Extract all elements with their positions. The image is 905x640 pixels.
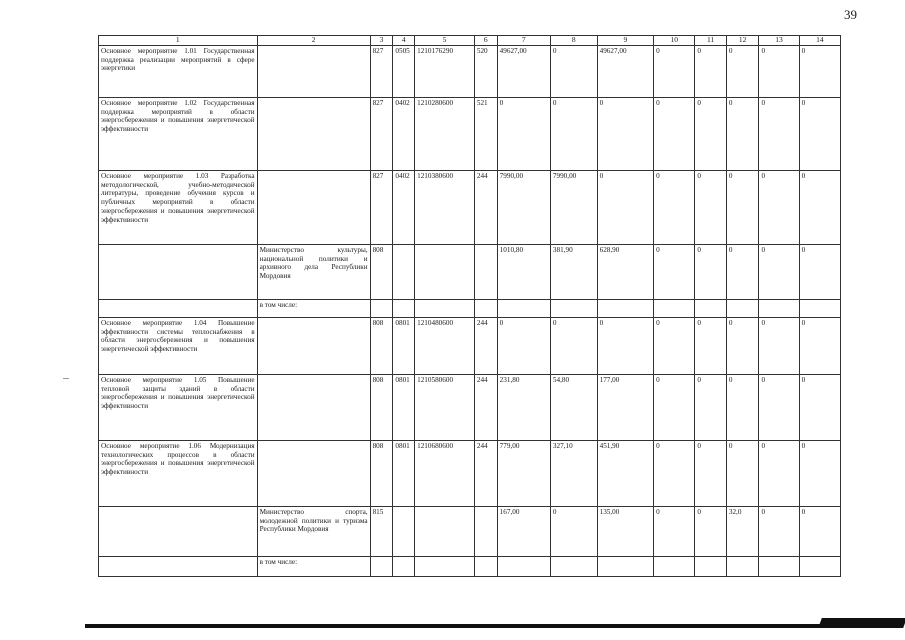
column-header: 13 xyxy=(759,36,799,46)
table-cell: 0 xyxy=(726,97,759,170)
table-cell: 0 xyxy=(799,170,840,244)
table-cell xyxy=(597,556,653,576)
table-cell xyxy=(257,97,370,170)
table-cell: 0 xyxy=(695,97,727,170)
table-cell: в том числе: xyxy=(257,556,370,576)
table-cell: 0 xyxy=(695,317,727,374)
column-header: 8 xyxy=(550,36,597,46)
table-cell xyxy=(99,556,258,576)
scan-edge-bar-tail xyxy=(818,618,905,628)
column-header: 7 xyxy=(497,36,550,46)
table-cell: 135,00 xyxy=(597,506,653,556)
table-cell xyxy=(474,506,497,556)
table-cell xyxy=(257,170,370,244)
table-cell xyxy=(759,556,799,576)
table-cell xyxy=(497,299,550,317)
table-cell: 451,90 xyxy=(597,440,653,506)
table-cell: 808 xyxy=(370,440,393,506)
table-row xyxy=(99,317,841,374)
column-header: 1 xyxy=(99,36,258,46)
table-cell xyxy=(415,556,475,576)
table-cell: 0 xyxy=(550,506,597,556)
table-cell: 1210680600 xyxy=(415,440,475,506)
table-cell xyxy=(257,317,370,374)
table-cell: 0 xyxy=(759,506,799,556)
budget-table xyxy=(98,35,841,577)
table-cell: 0402 xyxy=(393,97,415,170)
table-cell: 815 xyxy=(370,506,393,556)
table-cell: 1210380600 xyxy=(415,170,475,244)
table-cell xyxy=(99,244,258,299)
table-cell xyxy=(695,556,727,576)
table-row xyxy=(99,244,841,299)
table-cell: 0801 xyxy=(393,374,415,440)
table-cell: 49627,00 xyxy=(497,45,550,97)
table-cell: 0 xyxy=(550,45,597,97)
table-cell: 827 xyxy=(370,170,393,244)
table-cell: 0 xyxy=(654,170,695,244)
table-cell: 520 xyxy=(474,45,497,97)
table-cell: 0 xyxy=(726,244,759,299)
table-row xyxy=(99,170,841,244)
table-cell: 0 xyxy=(654,97,695,170)
table-cell: 0 xyxy=(799,440,840,506)
table-cell: 0801 xyxy=(393,440,415,506)
table-cell: 0 xyxy=(759,45,799,97)
table-cell: 177,00 xyxy=(597,374,653,440)
table-cell xyxy=(370,299,393,317)
table-cell xyxy=(257,45,370,97)
table-cell: 0 xyxy=(799,97,840,170)
table-cell xyxy=(474,244,497,299)
column-header: 2 xyxy=(257,36,370,46)
table-cell xyxy=(99,506,258,556)
table-row xyxy=(99,556,841,576)
table-cell xyxy=(257,440,370,506)
table-cell: 327,10 xyxy=(550,440,597,506)
table-cell: 0 xyxy=(550,97,597,170)
table-cell: 0 xyxy=(695,506,727,556)
table-cell: 808 xyxy=(370,374,393,440)
table-cell: 0 xyxy=(726,170,759,244)
table-cell: 0 xyxy=(654,45,695,97)
table-cell: 0 xyxy=(726,45,759,97)
table-cell xyxy=(550,299,597,317)
table-row xyxy=(99,506,841,556)
table-cell: 0 xyxy=(654,440,695,506)
table-cell: 0 xyxy=(799,45,840,97)
table-cell: 0 xyxy=(550,317,597,374)
table-cell: 0 xyxy=(654,506,695,556)
column-header: 11 xyxy=(695,36,727,46)
column-header: 10 xyxy=(654,36,695,46)
table-cell: 0 xyxy=(497,317,550,374)
table-cell: 0 xyxy=(597,317,653,374)
column-header: 14 xyxy=(799,36,840,46)
table-cell: 0 xyxy=(726,374,759,440)
table-cell: 0 xyxy=(759,97,799,170)
table-cell: 244 xyxy=(474,170,497,244)
table-cell xyxy=(393,299,415,317)
table-cell xyxy=(799,299,840,317)
table-cell: 244 xyxy=(474,440,497,506)
table-cell: 0801 xyxy=(393,317,415,374)
table-cell: 0 xyxy=(726,440,759,506)
table-cell xyxy=(654,556,695,576)
table-cell: 0 xyxy=(597,170,653,244)
table-cell: Основное мероприятие 1.06 Модернизация технологических процессов в области энергосбережения и повышения энергетической эффективности xyxy=(99,440,258,506)
table-cell xyxy=(726,299,759,317)
table-cell xyxy=(415,299,475,317)
table-row xyxy=(99,440,841,506)
table-cell: 244 xyxy=(474,374,497,440)
table-cell: 0 xyxy=(799,244,840,299)
table-cell: 1210280600 xyxy=(415,97,475,170)
table-cell: 0 xyxy=(759,440,799,506)
column-header: 3 xyxy=(370,36,393,46)
table-cell xyxy=(654,299,695,317)
table-cell: 0 xyxy=(597,97,653,170)
table-cell: 0 xyxy=(799,374,840,440)
table-cell xyxy=(99,299,258,317)
column-header: 12 xyxy=(726,36,759,46)
table-cell xyxy=(415,506,475,556)
scan-mark xyxy=(63,378,69,379)
table-cell: 0 xyxy=(759,244,799,299)
table-cell xyxy=(726,556,759,576)
table-cell: 0 xyxy=(695,374,727,440)
table-cell: 0 xyxy=(695,45,727,97)
table-cell: 32,0 xyxy=(726,506,759,556)
table-cell: 0 xyxy=(654,244,695,299)
table-cell: Основное мероприятие 1.01 Государственная поддержка реализации мероприятий в сфере энергетики xyxy=(99,45,258,97)
table-cell: 0 xyxy=(695,244,727,299)
table-cell xyxy=(415,244,475,299)
column-header: 5 xyxy=(415,36,475,46)
table-cell: 0 xyxy=(654,317,695,374)
table-cell: 167,00 xyxy=(497,506,550,556)
table-cell: 808 xyxy=(370,244,393,299)
table-cell: 1210480600 xyxy=(415,317,475,374)
column-header: 4 xyxy=(393,36,415,46)
table-cell: Основное мероприятие 1.04 Повышение эффективности системы теплоснабжения в области энергосбережения и повышения энергетической эффективности xyxy=(99,317,258,374)
table-cell xyxy=(257,374,370,440)
scan-edge-bar xyxy=(85,624,900,628)
table-cell xyxy=(759,299,799,317)
column-header: 6 xyxy=(474,36,497,46)
table-cell xyxy=(474,556,497,576)
table-cell xyxy=(393,506,415,556)
table-cell: 0505 xyxy=(393,45,415,97)
table-cell: 628,90 xyxy=(597,244,653,299)
table-cell: 0 xyxy=(759,317,799,374)
table-cell: 1210580600 xyxy=(415,374,475,440)
table-cell: 827 xyxy=(370,45,393,97)
table-cell: 381,90 xyxy=(550,244,597,299)
table-cell: Основное мероприятие 1.02 Государственная поддержка мероприятий в области энергосбережения и повышения энергетической эффективности xyxy=(99,97,258,170)
table-cell xyxy=(695,299,727,317)
table-cell: 49627,00 xyxy=(597,45,653,97)
table-cell: 0 xyxy=(726,317,759,374)
page-number: 39 xyxy=(844,7,857,22)
column-number-row xyxy=(99,36,841,46)
table-cell: 0 xyxy=(654,374,695,440)
table-cell xyxy=(370,556,393,576)
table-row xyxy=(99,374,841,440)
table-cell xyxy=(497,556,550,576)
table-cell: 7990,00 xyxy=(550,170,597,244)
table-cell: Основное мероприятие 1.03 Разработка методологической, учебно-методической литературы, проведение обучения курсов и публичных мероприятий в области энергосбережения и повышения энергетической эффективности xyxy=(99,170,258,244)
table-cell: 7990,00 xyxy=(497,170,550,244)
table-cell: 827 xyxy=(370,97,393,170)
table-cell: 0 xyxy=(799,506,840,556)
table-cell: 0402 xyxy=(393,170,415,244)
table-cell: 231,80 xyxy=(497,374,550,440)
table-cell: 0 xyxy=(695,440,727,506)
column-header: 9 xyxy=(597,36,653,46)
table-cell: 0 xyxy=(695,170,727,244)
table-cell: 521 xyxy=(474,97,497,170)
table-cell xyxy=(550,556,597,576)
table-row xyxy=(99,299,841,317)
table-cell xyxy=(799,556,840,576)
table-cell: Министерство культуры, национальной политики и архивного дела Республики Мордовия xyxy=(257,244,370,299)
table-cell: 0 xyxy=(497,97,550,170)
table-cell: 244 xyxy=(474,317,497,374)
table-cell: 0 xyxy=(759,170,799,244)
table-cell: в том числе: xyxy=(257,299,370,317)
table-cell: 1210176290 xyxy=(415,45,475,97)
table-row xyxy=(99,97,841,170)
table-cell xyxy=(597,299,653,317)
table-cell: Министерство спорта, молодежной политики и туризма Республики Мордовия xyxy=(257,506,370,556)
table-cell: 779,00 xyxy=(497,440,550,506)
table-cell: 0 xyxy=(799,317,840,374)
table-cell: 54,80 xyxy=(550,374,597,440)
table-cell: 1010,80 xyxy=(497,244,550,299)
table-cell xyxy=(393,556,415,576)
table-row xyxy=(99,45,841,97)
table-cell xyxy=(393,244,415,299)
table-cell xyxy=(474,299,497,317)
table-cell: 808 xyxy=(370,317,393,374)
table-cell: 0 xyxy=(759,374,799,440)
table-cell: Основное мероприятие 1.05 Повышение тепловой защиты зданий в области энергосбережения и повышения энергетической эффективности xyxy=(99,374,258,440)
